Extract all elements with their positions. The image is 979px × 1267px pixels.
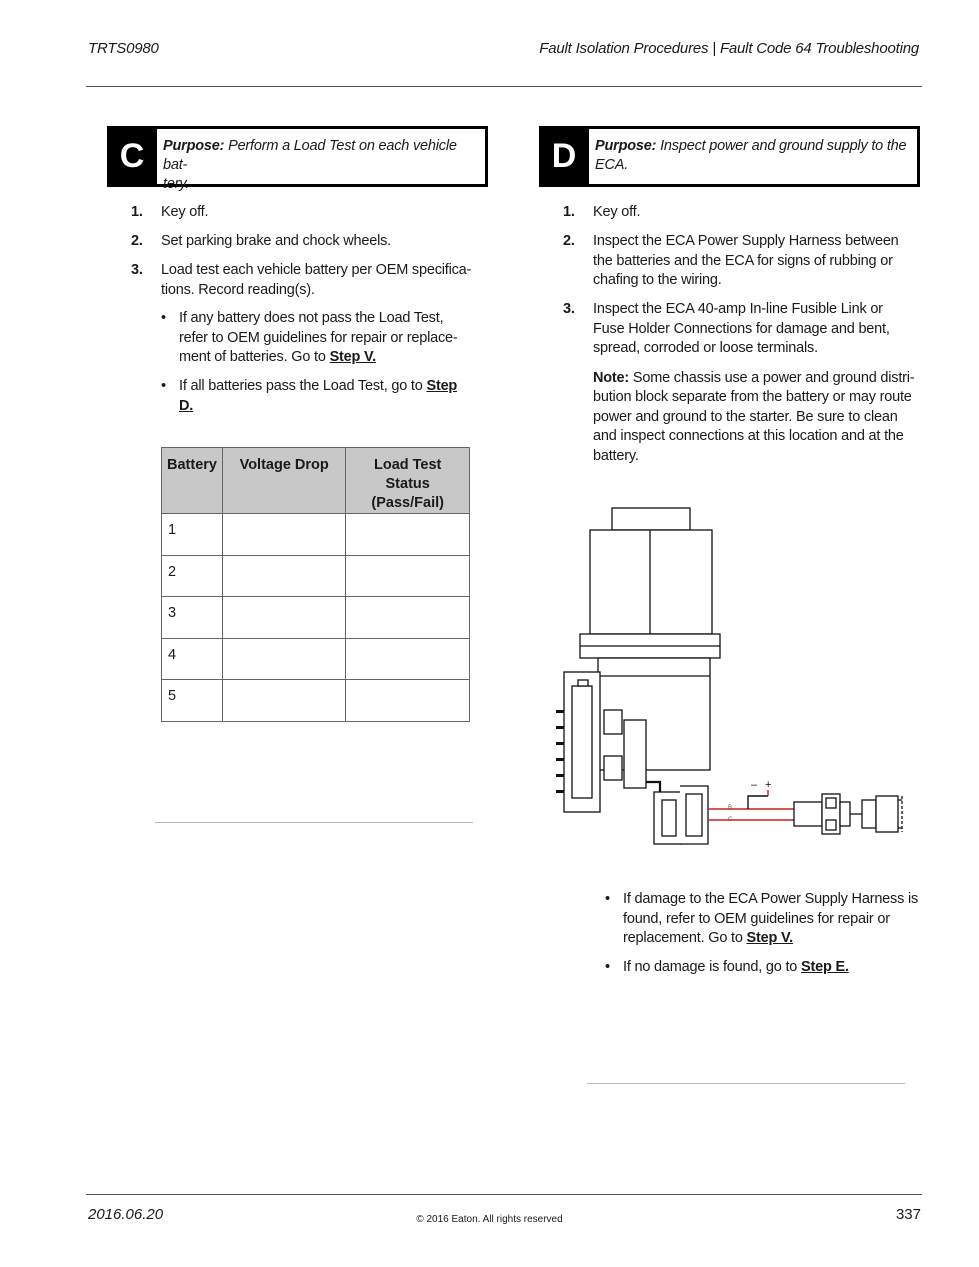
col-header-load-test-status: Load Test Status (Pass/Fail) xyxy=(346,448,470,514)
step-c-letter: C xyxy=(119,137,145,175)
fusible-link xyxy=(850,796,902,832)
note-text: Some chassis use a power and ground distri- xyxy=(629,369,915,386)
bullet-dot: • xyxy=(605,891,610,907)
item-text: Inspect the ECA 40-amp In-line Fusible Link or xyxy=(593,301,883,317)
table-cell xyxy=(346,555,470,597)
table-cell xyxy=(222,638,345,680)
purpose-text: Inspect power and ground supply to the xyxy=(660,138,907,154)
battery-load-test-table xyxy=(161,447,470,722)
table-row xyxy=(162,514,470,556)
table-cell: 1 xyxy=(162,514,223,556)
note-text: battery. xyxy=(593,447,639,464)
item-text: spread, corroded or loose terminals. xyxy=(593,340,818,356)
col-header-battery: Battery xyxy=(162,448,223,514)
table-row xyxy=(162,597,470,639)
footer-copyright: © 2016 Eaton. All rights reserved xyxy=(416,1214,563,1225)
step-d-end-rule xyxy=(587,1083,905,1084)
bullet-dot: • xyxy=(161,310,166,326)
table-cell xyxy=(346,680,470,722)
table-cell: 4 xyxy=(162,638,223,680)
table-cell xyxy=(222,597,345,639)
note-text: and inspect connections at this location and at the xyxy=(593,428,904,444)
step-d-list xyxy=(563,203,919,476)
purpose-text: Perform a Load Test on each vehicle bat- xyxy=(163,138,457,173)
step-d-bullet-list xyxy=(605,890,925,987)
bullet-list xyxy=(161,309,481,416)
item-number: 2. xyxy=(563,233,575,249)
bullet-text: If any battery does not pass the Load Test, xyxy=(179,310,444,326)
minus-label: – xyxy=(751,779,758,791)
item-text: Load test each vehicle battery per OEM specifica- xyxy=(161,262,472,278)
motor-body xyxy=(590,530,712,634)
bullet-text: found, refer to OEM guidelines for repair or xyxy=(623,910,890,927)
table-cell xyxy=(346,638,470,680)
bullet-text: refer to OEM guidelines for repair or replace- xyxy=(179,329,458,346)
step-c-box xyxy=(107,126,488,192)
bullet-item xyxy=(161,309,481,368)
page-number: 337 xyxy=(895,1206,921,1223)
item-text: Inspect the ECA Power Supply Harness between xyxy=(593,233,899,249)
note-text: power and ground to the starter. Be sure to clean xyxy=(593,408,898,425)
item-text: Key off. xyxy=(593,204,641,220)
section-title: Fault Isolation Procedures | Fault Code 64 Troubleshooting xyxy=(539,40,919,57)
table-cell xyxy=(222,514,345,556)
bullet-item xyxy=(161,377,481,416)
fuse-holder xyxy=(794,794,850,834)
list-item xyxy=(131,203,481,223)
footer-rule xyxy=(86,1194,922,1195)
bullet-dot: • xyxy=(605,959,610,975)
item-text: chafing to the wiring. xyxy=(593,272,722,288)
purpose-label: Purpose: xyxy=(595,138,657,154)
table-row xyxy=(162,638,470,680)
plus-label: + xyxy=(765,779,772,791)
bullet-item xyxy=(605,958,925,978)
footer-date: 2016.06.20 xyxy=(88,1206,164,1223)
bullet-text: replacement. Go to xyxy=(623,930,747,946)
pin-c-label: C xyxy=(728,817,733,823)
eca-power-supply-diagram xyxy=(550,500,910,860)
list-item xyxy=(563,203,919,223)
table-row xyxy=(162,555,470,597)
item-text: Set parking brake and chock wheels. xyxy=(161,233,391,249)
item-text: tions. Record reading(s). xyxy=(161,281,315,298)
purpose-text: ECA. xyxy=(595,157,629,173)
step-d-purpose xyxy=(589,129,917,184)
step-c-purpose xyxy=(157,129,485,192)
bullet-text: If no damage is found, go to xyxy=(623,959,801,975)
purpose-text: tery. xyxy=(163,176,190,192)
table-header-row xyxy=(162,448,470,514)
table-cell: 3 xyxy=(162,597,223,639)
step-c-list xyxy=(131,203,481,426)
item-number: 3. xyxy=(563,301,575,317)
step-v-link[interactable]: Step V. xyxy=(329,349,376,365)
table-cell: 2 xyxy=(162,555,223,597)
item-number: 2. xyxy=(131,233,143,249)
step-d-link[interactable]: Step xyxy=(426,378,458,394)
step-d-letter: D xyxy=(551,137,577,175)
bullet-text: If all batteries pass the Load Test, go to xyxy=(179,378,427,394)
step-e-link[interactable]: Step E. xyxy=(801,959,849,975)
table-row xyxy=(162,680,470,722)
item-text: Fuse Holder Connections for damage and bent, xyxy=(593,320,890,337)
harness-connector xyxy=(654,786,708,844)
header-rule xyxy=(86,86,922,87)
table-cell xyxy=(346,514,470,556)
item-text: the batteries and the ECA for signs of rubbing or xyxy=(593,252,893,269)
table-cell xyxy=(222,680,345,722)
col-header-voltage-drop: Voltage Drop xyxy=(222,448,345,514)
note-label: Note: xyxy=(593,369,630,386)
item-number: 1. xyxy=(131,204,143,220)
note-text: bution block separate from the battery or may route xyxy=(593,389,912,405)
table-cell xyxy=(222,555,345,597)
motor-cap xyxy=(612,508,690,530)
step-v-link[interactable]: Step V. xyxy=(746,930,793,946)
list-item xyxy=(563,232,919,291)
pin-b-label: B xyxy=(728,805,733,811)
bullet-dot: • xyxy=(161,378,166,394)
item-number: 3. xyxy=(131,262,143,278)
table-cell xyxy=(346,597,470,639)
note-block xyxy=(593,369,919,467)
item-number: 1. xyxy=(563,204,575,220)
step-d-box xyxy=(539,126,920,187)
bullet-item xyxy=(605,890,925,949)
table-cell: 5 xyxy=(162,680,223,722)
step-d-link[interactable]: D. xyxy=(179,397,194,414)
document-id: TRTS0980 xyxy=(88,40,159,57)
list-item xyxy=(131,232,481,252)
step-c-end-rule xyxy=(155,822,473,823)
bullet-text: If damage to the ECA Power Supply Harness is xyxy=(623,891,919,907)
list-item xyxy=(131,261,481,416)
list-item xyxy=(563,300,919,466)
bullet-text: ment of batteries. Go to xyxy=(179,349,330,365)
purpose-label: Purpose: xyxy=(163,138,225,154)
item-text: Key off. xyxy=(161,204,209,220)
